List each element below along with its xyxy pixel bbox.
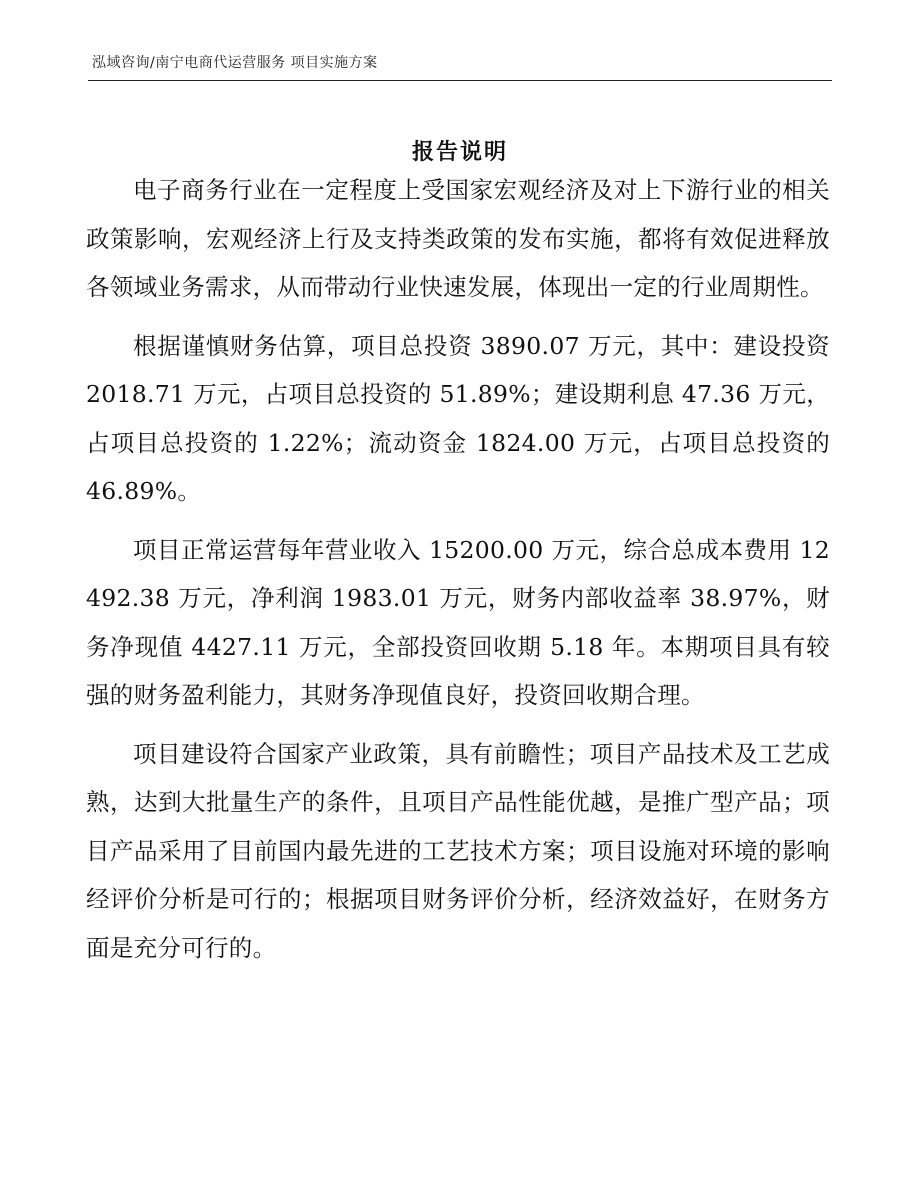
running-header: 泓域咨询/南宁电商代运营服务 项目实施方案 <box>92 55 378 71</box>
paragraph-financial-returns: 项目正常运营每年营业收入 15200.00 万元，综合总成本费用 12492.38 万元，净利润 1983.01 万元，财务内部收益率 38.97%，财务净现值 4427.11 万元，全部投资回收期 5.18 年。本期项目具有较强的财务盈利能力，其财务净现值良好，投资回收期合理。 <box>86 535 830 709</box>
paragraph-feasibility-conclusion: 项目建设符合国家产业政策，具有前瞻性；项目产品技术及工艺成熟，达到大批量生产的条件，且项目产品性能优越，是推广型产品；项目产品采用了目前国内最先进的工艺技术方案；项目设施对环境的影响经评价分析是可行的；根据项目财务评价分析，经济效益好，在财务方面是充分可行的。 <box>86 739 830 962</box>
header-divider <box>88 80 832 81</box>
document-title: 报告说明 <box>411 139 508 165</box>
paragraph-industry-context: 电子商务行业在一定程度上受国家宏观经济及对上下游行业的相关政策影响，宏观经济上行及支持类政策的发布实施，都将有效促进释放各领域业务需求，从而带动行业快速发展，体现出一定的行业周期性。 <box>86 176 830 301</box>
paragraph-investment-estimate: 根据谨慎财务估算，项目总投资 3890.07 万元，其中：建设投资 2018.71 万元，占项目总投资的 51.89%；建设期利息 47.36 万元，占项目总投资的 1.22%；流动资金 1824.00 万元，占项目总投资的 46.89%。 <box>86 331 830 505</box>
document-body <box>86 166 830 982</box>
